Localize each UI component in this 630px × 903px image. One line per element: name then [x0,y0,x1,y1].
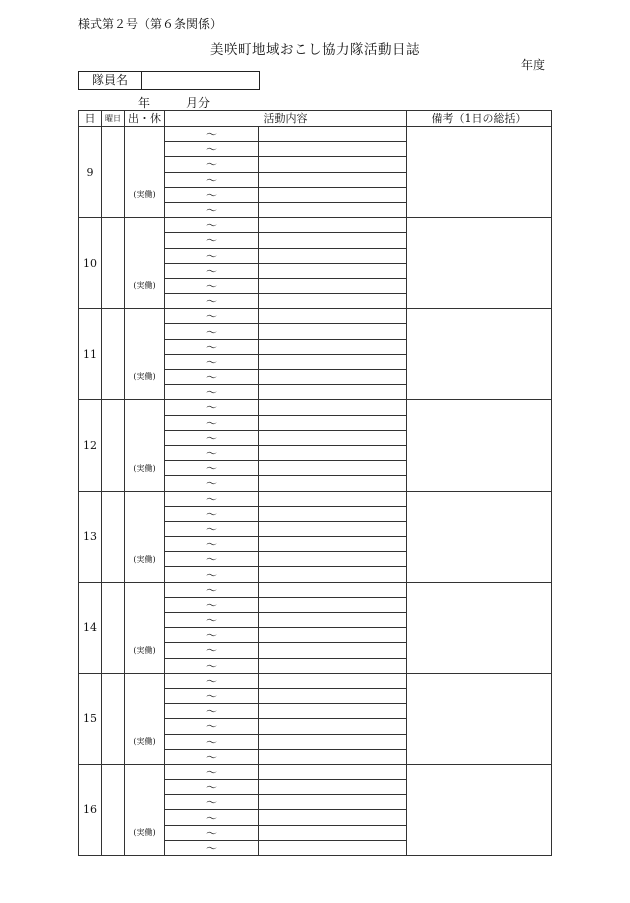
time-range-cell[interactable] [165,810,259,825]
time-range-cell[interactable] [165,385,259,400]
remarks-cell[interactable] [407,218,552,309]
time-range-cell[interactable] [165,263,259,278]
time-separator: ～ [206,310,217,324]
day-number: 9 [79,127,102,218]
page-title: 美咲町地域おこし協力隊活動日誌 [210,42,420,58]
attendance-cell[interactable] [125,218,165,309]
day-block [79,309,552,400]
activity-content-cell[interactable] [259,461,407,476]
activity-content-cell[interactable] [259,840,407,855]
time-range-cell[interactable] [165,764,259,779]
time-separator: ～ [206,204,217,218]
activity-content-cell[interactable] [259,157,407,172]
time-range-cell[interactable] [165,506,259,521]
table-row [79,491,552,506]
activity-content-cell[interactable] [259,795,407,810]
time-separator: ～ [206,705,217,719]
table-row [79,218,552,233]
attendance-cell[interactable] [125,764,165,855]
table-row [79,582,552,597]
table-row [79,764,552,779]
header-activity: 活動内容 [165,111,407,127]
remarks-cell[interactable] [407,673,552,764]
attendance-cell[interactable] [125,673,165,764]
time-range-cell[interactable] [165,582,259,597]
time-range-cell[interactable] [165,248,259,263]
table-row [79,309,552,324]
activity-content-cell[interactable] [259,780,407,795]
time-range-cell[interactable] [165,324,259,339]
header-remarks: 備考（1日の総括） [407,111,552,127]
time-separator: ～ [206,538,217,552]
day-block [79,127,552,218]
activity-content-cell[interactable] [259,324,407,339]
time-separator: ～ [206,796,217,810]
remarks-cell[interactable] [407,764,552,855]
time-range-cell[interactable] [165,278,259,293]
activity-content-cell[interactable] [259,825,407,840]
actual-work-label: (実働) [133,372,156,382]
time-range-cell[interactable] [165,537,259,552]
activity-content-cell[interactable] [259,309,407,324]
activity-content-cell[interactable] [259,658,407,673]
time-separator: ～ [206,447,217,461]
actual-work-label: (実働) [133,828,156,837]
time-range-cell[interactable] [165,354,259,369]
activity-content-cell[interactable] [259,278,407,293]
time-separator: ～ [206,340,217,354]
time-range-cell[interactable] [165,202,259,217]
time-separator: ～ [206,781,217,795]
attendance-cell[interactable] [125,127,165,218]
header-attendance: 出・休 [125,111,165,127]
table-row [79,127,552,142]
time-range-cell[interactable] [165,597,259,612]
time-range-cell[interactable] [165,704,259,719]
time-range-cell[interactable] [165,233,259,248]
activity-content-cell[interactable] [259,430,407,445]
day-number: 14 [79,582,102,673]
day-number: 15 [79,673,102,764]
activity-content-cell[interactable] [259,673,407,688]
attendance-cell[interactable] [125,491,165,582]
time-separator: ～ [206,659,217,673]
time-separator: ～ [206,553,217,567]
day-number: 13 [79,491,102,582]
activity-content-cell[interactable] [259,628,407,643]
activity-content-cell[interactable] [259,567,407,582]
time-range-cell[interactable] [165,187,259,202]
activity-content-cell[interactable] [259,719,407,734]
time-separator: ～ [206,477,217,491]
time-separator: ～ [206,841,217,855]
time-separator: ～ [206,644,217,658]
remarks-cell[interactable] [407,582,552,673]
time-separator: ～ [206,264,217,278]
remarks-cell[interactable] [407,400,552,491]
weekday-cell[interactable] [102,400,125,491]
day-block [79,218,552,309]
time-range-cell[interactable] [165,628,259,643]
time-separator: ～ [206,173,217,187]
time-range-cell[interactable] [165,552,259,567]
time-separator: ～ [206,522,217,536]
attendance-cell[interactable] [125,582,165,673]
time-separator: ～ [206,750,217,764]
activity-content-cell[interactable] [259,202,407,217]
actual-work-label: (実働) [133,554,156,564]
time-range-cell[interactable] [165,339,259,354]
time-separator: ～ [206,690,217,704]
table-row [79,400,552,415]
activity-log-table [78,110,552,856]
time-separator: ～ [206,492,217,506]
activity-content-cell[interactable] [259,552,407,567]
time-range-cell[interactable] [165,719,259,734]
activity-content-cell[interactable] [259,582,407,597]
activity-content-cell[interactable] [259,613,407,628]
time-separator: ～ [206,295,217,309]
member-name-field[interactable] [142,72,259,89]
header-weekday: 曜日 [102,111,125,127]
activity-content-cell[interactable] [259,142,407,157]
time-range-cell[interactable] [165,370,259,385]
time-range-cell[interactable] [165,415,259,430]
time-range-cell[interactable] [165,840,259,855]
time-separator: ～ [206,431,217,445]
time-range-cell[interactable] [165,157,259,172]
header-day: 日 [79,111,102,127]
time-separator: ～ [206,188,217,202]
day-block [79,400,552,491]
activity-content-cell[interactable] [259,233,407,248]
day-number: 12 [79,400,102,491]
time-range-cell[interactable] [165,734,259,749]
actual-work-label: (実働) [133,463,156,473]
time-range-cell[interactable] [165,309,259,324]
weekday-cell[interactable] [102,582,125,673]
time-separator: ～ [206,234,217,248]
activity-content-cell[interactable] [259,597,407,612]
time-range-cell[interactable] [165,218,259,233]
activity-content-cell[interactable] [259,415,407,430]
activity-content-cell[interactable] [259,400,407,415]
time-separator: ～ [206,371,217,385]
time-separator: ～ [206,143,217,157]
activity-content-cell[interactable] [259,294,407,309]
time-separator: ～ [206,583,217,597]
actual-work-label: (実働) [133,281,156,291]
time-range-cell[interactable] [165,127,259,142]
activity-content-cell[interactable] [259,749,407,764]
activity-content-cell[interactable] [259,339,407,354]
time-range-cell[interactable] [165,825,259,840]
time-range-cell[interactable] [165,521,259,536]
activity-content-cell[interactable] [259,263,407,278]
remarks-cell[interactable] [407,309,552,400]
time-separator: ～ [206,826,217,840]
time-separator: ～ [206,249,217,263]
actual-work-label: (実働) [133,645,156,655]
day-block [79,582,552,673]
attendance-cell[interactable] [125,309,165,400]
time-range-cell[interactable] [165,491,259,506]
actual-work-label: (実働) [133,736,156,746]
time-separator: ～ [206,325,217,339]
actual-work-label: (実働) [133,190,156,200]
remarks-cell[interactable] [407,491,552,582]
activity-content-cell[interactable] [259,370,407,385]
table-row [79,673,552,688]
time-separator: ～ [206,765,217,779]
activity-content-cell[interactable] [259,521,407,536]
time-range-cell[interactable] [165,567,259,582]
time-separator: ～ [206,219,217,233]
time-separator: ～ [206,507,217,521]
time-separator: ～ [206,462,217,476]
member-name-label: 隊員名 [79,72,142,89]
time-separator: ～ [206,158,217,172]
time-separator: ～ [206,811,217,825]
activity-content-cell[interactable] [259,643,407,658]
time-separator: ～ [206,735,217,749]
day-block [79,673,552,764]
day-number: 16 [79,764,102,855]
day-block [79,491,552,582]
time-range-cell[interactable] [165,294,259,309]
time-separator: ～ [206,629,217,643]
time-range-cell[interactable] [165,142,259,157]
time-separator: ～ [206,279,217,293]
time-separator: ～ [206,128,217,142]
time-range-cell[interactable] [165,780,259,795]
activity-content-cell[interactable] [259,506,407,521]
activity-content-cell[interactable] [259,445,407,460]
member-name-box [78,71,260,90]
time-range-cell[interactable] [165,658,259,673]
time-range-cell[interactable] [165,476,259,491]
activity-content-cell[interactable] [259,734,407,749]
fiscal-year-label: 年度 [521,58,546,72]
activity-content-cell[interactable] [259,127,407,142]
time-separator: ～ [206,598,217,612]
month-label: 月分 [186,96,211,110]
day-block [79,764,552,855]
activity-content-cell[interactable] [259,810,407,825]
activity-content-cell[interactable] [259,476,407,491]
time-separator: ～ [206,674,217,688]
time-range-cell[interactable] [165,430,259,445]
activity-content-cell[interactable] [259,688,407,703]
activity-content-cell[interactable] [259,248,407,263]
time-range-cell[interactable] [165,172,259,187]
time-separator: ～ [206,401,217,415]
time-separator: ～ [206,386,217,400]
time-range-cell[interactable] [165,613,259,628]
day-number: 11 [79,309,102,400]
time-separator: ～ [206,568,217,582]
activity-content-cell[interactable] [259,187,407,202]
time-range-cell[interactable] [165,643,259,658]
time-range-cell[interactable] [165,795,259,810]
header-row [79,111,552,127]
time-range-cell[interactable] [165,749,259,764]
activity-content-cell[interactable] [259,354,407,369]
weekday-cell[interactable] [102,673,125,764]
time-range-cell[interactable] [165,688,259,703]
activity-content-cell[interactable] [259,491,407,506]
time-separator: ～ [206,355,217,369]
time-range-cell[interactable] [165,673,259,688]
activity-content-cell[interactable] [259,218,407,233]
activity-content-cell[interactable] [259,764,407,779]
remarks-cell[interactable] [407,127,552,218]
weekday-cell[interactable] [102,491,125,582]
attendance-cell[interactable] [125,400,165,491]
time-range-cell[interactable] [165,400,259,415]
activity-content-cell[interactable] [259,172,407,187]
weekday-cell[interactable] [102,218,125,309]
time-separator: ～ [206,720,217,734]
time-separator: ～ [206,614,217,628]
activity-content-cell[interactable] [259,385,407,400]
time-range-cell[interactable] [165,461,259,476]
time-range-cell[interactable] [165,445,259,460]
year-label: 年 [138,96,151,110]
weekday-cell[interactable] [102,127,125,218]
form-reference: 様式第２号（第６条関係） [78,17,223,31]
day-number: 10 [79,218,102,309]
activity-content-cell[interactable] [259,537,407,552]
weekday-cell[interactable] [102,764,125,855]
weekday-cell[interactable] [102,309,125,400]
time-separator: ～ [206,416,217,430]
activity-content-cell[interactable] [259,704,407,719]
